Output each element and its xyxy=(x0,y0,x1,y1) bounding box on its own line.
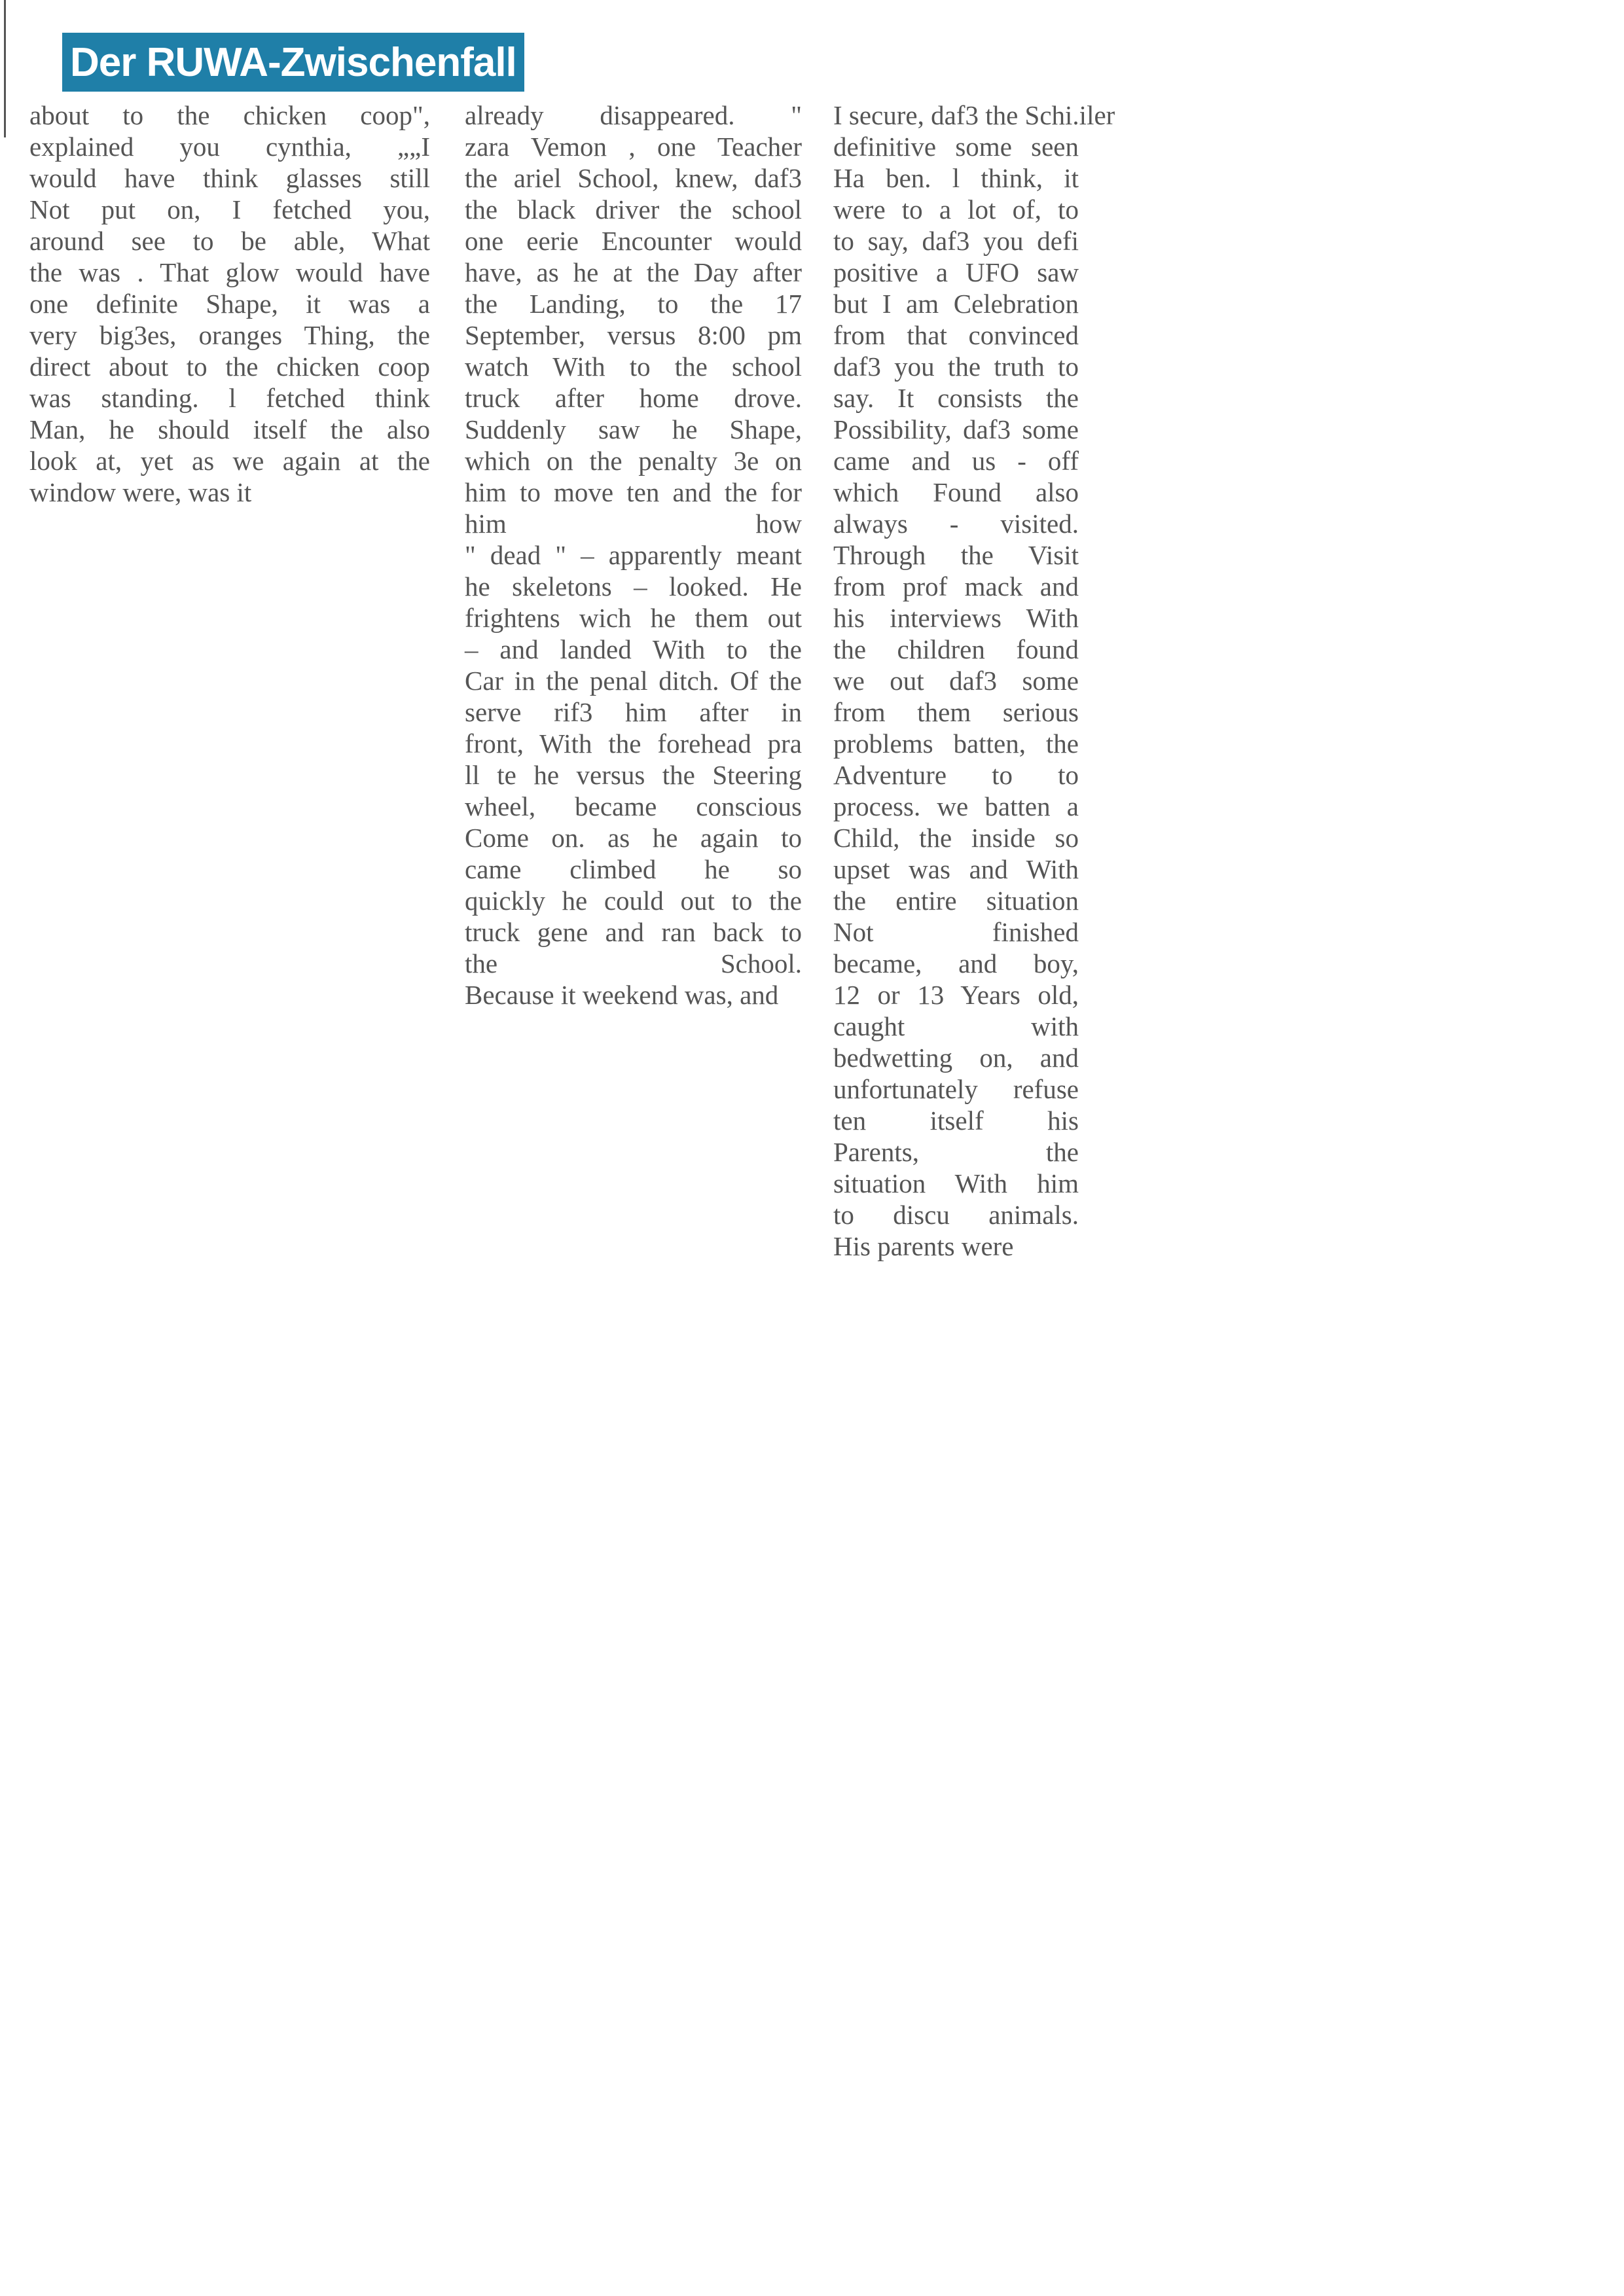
text-line: zara Vemon , one Teacher xyxy=(465,132,802,162)
text-line: very big3es, oranges Thing, the xyxy=(29,320,430,350)
text-line: from that convinced xyxy=(833,320,1079,350)
text-line: serve rif3 him after in xyxy=(465,697,802,727)
text-line: watch With to the school xyxy=(465,351,802,382)
text-line: the black driver the school xyxy=(465,194,802,224)
text-line: caught with xyxy=(833,1011,1079,1041)
text-line: the School. xyxy=(465,948,802,978)
text-line: Parents, the xyxy=(833,1137,1079,1167)
text-line: I secure, daf3 the Schi.iler xyxy=(833,100,1115,130)
text-line: one definite Shape, it was a xyxy=(29,289,430,319)
text-line: the Landing, to the 17 xyxy=(465,289,802,319)
text-line: were to a lot of, to xyxy=(833,194,1079,224)
text-line: truck after home drove. xyxy=(465,383,802,413)
text-line: came climbed he so xyxy=(465,854,802,884)
text-line: Adventure to to xyxy=(833,760,1079,790)
text-line: problems batten, the xyxy=(833,728,1079,759)
text-line: would have think glasses still xyxy=(29,163,430,193)
text-line: Possibility, daf3 some xyxy=(833,414,1079,444)
text-line: say. It consists the xyxy=(833,383,1079,413)
text-line: Car in the penal ditch. Of the xyxy=(465,666,802,696)
text-line: him how xyxy=(465,509,802,539)
text-line: already disappeared. " xyxy=(465,100,802,130)
text-line: his interviews With xyxy=(833,603,1079,633)
text-line: unfortunately refuse xyxy=(833,1074,1079,1104)
text-line: look at, yet as we again at the xyxy=(29,446,430,476)
text-line: positive a UFO saw xyxy=(833,257,1079,287)
text-line: became, and boy, xyxy=(833,948,1079,978)
text-line: 12 or 13 Years old, xyxy=(833,980,1079,1010)
text-line: Not finished xyxy=(833,917,1079,947)
text-line: which on the penalty 3e on xyxy=(465,446,802,476)
text-line: the entire situation xyxy=(833,886,1079,916)
text-line: but I am Celebration xyxy=(833,289,1079,319)
text-line: bedwetting on, and xyxy=(833,1043,1079,1073)
text-line: always - visited. xyxy=(833,509,1079,539)
text-line: – and landed With to the xyxy=(465,634,802,664)
text-line: ten itself his xyxy=(833,1105,1079,1136)
text-line: His parents were xyxy=(833,1231,1014,1261)
text-line: which Found also xyxy=(833,477,1079,507)
text-line: came and us - off xyxy=(833,446,1079,476)
text-line: have, as he at the Day after xyxy=(465,257,802,287)
text-line: Through the Visit xyxy=(833,540,1079,570)
text-line: he skeletons – looked. He xyxy=(465,571,802,601)
text-line: September, versus 8:00 pm xyxy=(465,320,802,350)
text-line: from prof mack and xyxy=(833,571,1079,601)
text-line: was standing. l fetched think xyxy=(29,383,430,413)
text-line: one eerie Encounter would xyxy=(465,226,802,256)
text-line: about to the chicken coop", xyxy=(29,100,430,130)
text-column-2 xyxy=(465,99,802,1011)
text-column-3 xyxy=(833,99,1115,1262)
text-line: definitive some seen xyxy=(833,132,1079,162)
text-line: quickly he could out to the xyxy=(465,886,802,916)
text-line: the children found xyxy=(833,634,1079,664)
text-line: we out daf3 some xyxy=(833,666,1079,696)
text-line: wheel, became conscious xyxy=(465,791,802,821)
text-line: Ha ben. l think, it xyxy=(833,163,1079,193)
text-line: explained you cynthia, „„I xyxy=(29,132,430,162)
text-line: window were, was it xyxy=(29,477,252,507)
text-line: Child, the inside so xyxy=(833,823,1079,853)
text-line: Come on. as he again to xyxy=(465,823,802,853)
text-line: front, With the forehead pra xyxy=(465,728,802,759)
text-line: process. we batten a xyxy=(833,791,1079,821)
text-line: direct about to the chicken coop xyxy=(29,351,430,382)
text-line: Suddenly saw he Shape, xyxy=(465,414,802,444)
text-line: the was . That glow would have xyxy=(29,257,430,287)
text-line: from them serious xyxy=(833,697,1079,727)
text-line: the ariel School, knew, daf3 xyxy=(465,163,802,193)
title-banner xyxy=(62,33,524,92)
text-line: ll te he versus the Steering xyxy=(465,760,802,790)
text-line: daf3 you the truth to xyxy=(833,351,1079,382)
margin-rule xyxy=(4,0,6,137)
text-line: truck gene and ran back to xyxy=(465,917,802,947)
text-line: upset was and With xyxy=(833,854,1079,884)
text-line: Not put on, I fetched you, xyxy=(29,194,430,224)
text-line: " dead " – apparently meant xyxy=(465,540,802,570)
text-line: to say, daf3 you defi xyxy=(833,226,1079,256)
text-line: him to move ten and the for xyxy=(465,477,802,507)
text-line: frightens wich he them out xyxy=(465,603,802,633)
text-line: Because it weekend was, and xyxy=(465,980,779,1010)
text-line: around see to be able, What xyxy=(29,226,430,256)
article-title: Der RUWA-Zwischenfall xyxy=(70,39,516,85)
text-line: Man, he should itself the also xyxy=(29,414,430,444)
text-line: situation With him xyxy=(833,1168,1079,1198)
text-line: to discu animals. xyxy=(833,1200,1079,1230)
text-column-1 xyxy=(29,99,430,508)
